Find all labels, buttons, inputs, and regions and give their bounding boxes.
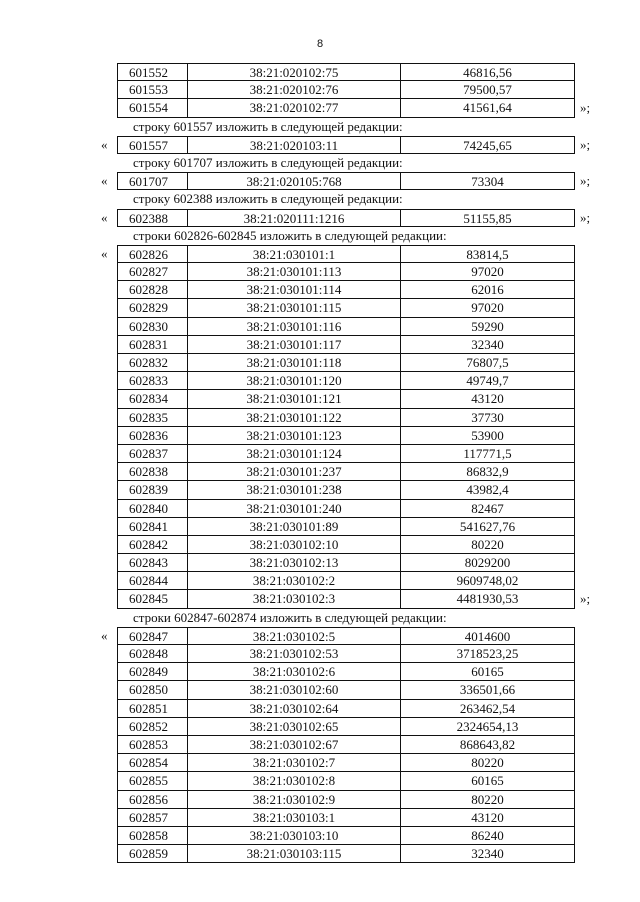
closing-quote: »; — [580, 209, 591, 225]
row-number-cell: 602856 — [117, 791, 187, 809]
cadastral-number-cell: 38:21:030101:115 — [187, 299, 400, 317]
cadastral-number-cell: 38:21:030102:6 — [187, 663, 400, 681]
table-row — [0, 772, 640, 790]
value-cell: 82467 — [400, 500, 575, 518]
table-row — [0, 700, 640, 718]
cadastral-number-cell: 38:21:030102:60 — [187, 681, 400, 699]
row-number-cell: 602848 — [117, 645, 187, 663]
value-cell: 868643,82 — [400, 736, 575, 754]
row-number-cell: 602833 — [117, 372, 187, 390]
table-row — [0, 245, 640, 263]
row-number-cell: 602832 — [117, 354, 187, 372]
value-cell: 53900 — [400, 427, 575, 445]
table-row — [0, 336, 640, 354]
row-number-cell: 602842 — [117, 536, 187, 554]
row-number-cell: 601557 — [117, 136, 187, 154]
row-number-cell: 602838 — [117, 463, 187, 481]
value-cell: 32340 — [400, 336, 575, 354]
table-row — [0, 372, 640, 390]
cadastral-number-cell: 38:21:030103:1 — [187, 809, 400, 827]
value-cell: 8029200 — [400, 554, 575, 572]
table-row — [0, 791, 640, 809]
row-number-cell: 602828 — [117, 281, 187, 299]
cadastral-number-cell: 38:21:020102:77 — [187, 99, 400, 117]
row-number-cell: 602835 — [117, 409, 187, 427]
value-cell: 73304 — [400, 172, 575, 190]
table-row — [0, 390, 640, 408]
value-cell: 336501,66 — [400, 681, 575, 699]
row-number-cell: 602844 — [117, 572, 187, 590]
row-number-cell: 602840 — [117, 500, 187, 518]
cadastral-number-cell: 38:21:030101:118 — [187, 354, 400, 372]
table-row — [0, 681, 640, 699]
row-number-cell: 602852 — [117, 718, 187, 736]
opening-quote: « — [101, 173, 108, 189]
table-row — [0, 481, 640, 499]
row-number-cell: 602847 — [117, 627, 187, 645]
value-cell: 60165 — [400, 772, 575, 790]
value-cell: 97020 — [400, 299, 575, 317]
cadastral-number-cell: 38:21:030102:5 — [187, 627, 400, 645]
cadastral-number-cell: 38:21:030101:120 — [187, 372, 400, 390]
cadastral-number-cell: 38:21:030101:117 — [187, 336, 400, 354]
table-row — [0, 318, 640, 336]
cadastral-number-cell: 38:21:030102:10 — [187, 536, 400, 554]
table-row — [0, 500, 640, 518]
value-cell: 41561,64 — [400, 99, 575, 117]
cadastral-number-cell: 38:21:030102:8 — [187, 772, 400, 790]
row-number-cell: 601554 — [117, 99, 187, 117]
value-cell: 46816,56 — [400, 63, 575, 81]
row-number-cell: 602836 — [117, 427, 187, 445]
value-cell: 51155,85 — [400, 209, 575, 227]
row-number-cell: 602855 — [117, 772, 187, 790]
value-cell: 59290 — [400, 318, 575, 336]
data-table — [0, 172, 640, 190]
table-row — [0, 281, 640, 299]
closing-quote: »; — [580, 173, 591, 189]
row-number-cell: 602854 — [117, 754, 187, 772]
table-row — [0, 827, 640, 845]
row-number-cell: 601552 — [117, 63, 187, 81]
value-cell: 43982,4 — [400, 481, 575, 499]
cadastral-number-cell: 38:21:030102:3 — [187, 590, 400, 608]
table-row — [0, 209, 640, 227]
table-row — [0, 736, 640, 754]
cadastral-number-cell: 38:21:030102:53 — [187, 645, 400, 663]
table-row — [0, 554, 640, 572]
table-row — [0, 99, 640, 117]
cadastral-number-cell: 38:21:030101:124 — [187, 445, 400, 463]
value-cell: 86832,9 — [400, 463, 575, 481]
table-row — [0, 663, 640, 681]
table-row — [0, 572, 640, 590]
table-row — [0, 718, 640, 736]
table-row — [0, 427, 640, 445]
cadastral-number-cell: 38:21:030102:7 — [187, 754, 400, 772]
row-number-cell: 602826 — [117, 245, 187, 263]
cadastral-number-cell: 38:21:030102:67 — [187, 736, 400, 754]
value-cell: 4481930,53 — [400, 590, 575, 608]
cadastral-number-cell: 38:21:030101:121 — [187, 390, 400, 408]
table-row — [0, 63, 640, 81]
amendment-instruction: строки 602847-602874 изложить в следующей редакции: — [133, 609, 447, 625]
amendment-instruction: строку 602388 изложить в следующей редакции: — [133, 191, 403, 207]
value-cell: 541627,76 — [400, 518, 575, 536]
row-number-cell: 602837 — [117, 445, 187, 463]
data-table — [0, 136, 640, 154]
row-number-cell: 602831 — [117, 336, 187, 354]
cadastral-number-cell: 38:21:030101:89 — [187, 518, 400, 536]
row-number-cell: 602853 — [117, 736, 187, 754]
document-body — [0, 63, 640, 863]
value-cell: 43120 — [400, 390, 575, 408]
data-table — [0, 209, 640, 227]
value-cell: 80220 — [400, 536, 575, 554]
value-cell: 86240 — [400, 827, 575, 845]
row-number-cell: 602849 — [117, 663, 187, 681]
cadastral-number-cell: 38:21:020105:768 — [187, 172, 400, 190]
table-row — [0, 809, 640, 827]
value-cell: 2324654,13 — [400, 718, 575, 736]
table-row — [0, 354, 640, 372]
amendment-instruction: строку 601557 изложить в следующей редакции: — [133, 118, 403, 134]
value-cell: 37730 — [400, 409, 575, 427]
row-number-cell: 602845 — [117, 590, 187, 608]
value-cell: 43120 — [400, 809, 575, 827]
value-cell: 32340 — [400, 845, 575, 863]
opening-quote: « — [101, 136, 108, 152]
cadastral-number-cell: 38:21:030101:238 — [187, 481, 400, 499]
table-row — [0, 590, 640, 608]
cadastral-number-cell: 38:21:030101:237 — [187, 463, 400, 481]
row-number-cell: 602858 — [117, 827, 187, 845]
opening-quote: « — [101, 209, 108, 225]
value-cell: 97020 — [400, 263, 575, 281]
cadastral-number-cell: 38:21:030101:116 — [187, 318, 400, 336]
value-cell: 80220 — [400, 791, 575, 809]
table-row — [0, 172, 640, 190]
amendment-instruction: строки 602826-602845 изложить в следующей редакции: — [133, 227, 447, 243]
cadastral-number-cell: 38:21:020102:75 — [187, 63, 400, 81]
cadastral-number-cell: 38:21:030102:2 — [187, 572, 400, 590]
page-number: 8 — [316, 38, 324, 50]
cadastral-number-cell: 38:21:030102:13 — [187, 554, 400, 572]
table-row — [0, 845, 640, 863]
table-row — [0, 463, 640, 481]
cadastral-number-cell: 38:21:030102:65 — [187, 718, 400, 736]
closing-quote: »; — [580, 136, 591, 152]
row-number-cell: 601553 — [117, 81, 187, 99]
table-row — [0, 409, 640, 427]
row-number-cell: 601707 — [117, 172, 187, 190]
data-table — [0, 63, 640, 118]
table-row — [0, 136, 640, 154]
row-number-cell: 602834 — [117, 390, 187, 408]
value-cell: 80220 — [400, 754, 575, 772]
value-cell: 60165 — [400, 663, 575, 681]
value-cell: 3718523,25 — [400, 645, 575, 663]
row-number-cell: 602388 — [117, 209, 187, 227]
value-cell: 79500,57 — [400, 81, 575, 99]
cadastral-number-cell: 38:21:030101:114 — [187, 281, 400, 299]
table-row — [0, 627, 640, 645]
cadastral-number-cell: 38:21:020102:76 — [187, 81, 400, 99]
cadastral-number-cell: 38:21:030101:122 — [187, 409, 400, 427]
value-cell: 117771,5 — [400, 445, 575, 463]
value-cell: 74245,65 — [400, 136, 575, 154]
opening-quote: « — [101, 627, 108, 643]
value-cell: 49749,7 — [400, 372, 575, 390]
table-row — [0, 645, 640, 663]
row-number-cell: 602857 — [117, 809, 187, 827]
closing-quote: »; — [580, 591, 591, 607]
table-row — [0, 81, 640, 99]
cadastral-number-cell: 38:21:030102:9 — [187, 791, 400, 809]
cadastral-number-cell: 38:21:030103:115 — [187, 845, 400, 863]
value-cell: 4014600 — [400, 627, 575, 645]
row-number-cell: 602827 — [117, 263, 187, 281]
data-table — [0, 627, 640, 863]
table-row — [0, 445, 640, 463]
cadastral-number-cell: 38:21:020111:1216 — [187, 209, 400, 227]
row-number-cell: 602843 — [117, 554, 187, 572]
data-table — [0, 245, 640, 609]
cadastral-number-cell: 38:21:030101:113 — [187, 263, 400, 281]
table-row — [0, 299, 640, 317]
row-number-cell: 602859 — [117, 845, 187, 863]
cadastral-number-cell: 38:21:030103:10 — [187, 827, 400, 845]
row-number-cell: 602839 — [117, 481, 187, 499]
table-row — [0, 518, 640, 536]
value-cell: 263462,54 — [400, 700, 575, 718]
cadastral-number-cell: 38:21:030101:1 — [187, 245, 400, 263]
table-row — [0, 263, 640, 281]
value-cell: 76807,5 — [400, 354, 575, 372]
cadastral-number-cell: 38:21:020103:11 — [187, 136, 400, 154]
value-cell: 83814,5 — [400, 245, 575, 263]
row-number-cell: 602841 — [117, 518, 187, 536]
table-row — [0, 754, 640, 772]
table-row — [0, 536, 640, 554]
cadastral-number-cell: 38:21:030102:64 — [187, 700, 400, 718]
row-number-cell: 602829 — [117, 299, 187, 317]
row-number-cell: 602851 — [117, 700, 187, 718]
amendment-instruction: строку 601707 изложить в следующей редакции: — [133, 154, 403, 170]
value-cell: 9609748,02 — [400, 572, 575, 590]
row-number-cell: 602850 — [117, 681, 187, 699]
opening-quote: « — [101, 245, 108, 261]
cadastral-number-cell: 38:21:030101:240 — [187, 500, 400, 518]
cadastral-number-cell: 38:21:030101:123 — [187, 427, 400, 445]
value-cell: 62016 — [400, 281, 575, 299]
row-number-cell: 602830 — [117, 318, 187, 336]
closing-quote: »; — [580, 100, 591, 116]
